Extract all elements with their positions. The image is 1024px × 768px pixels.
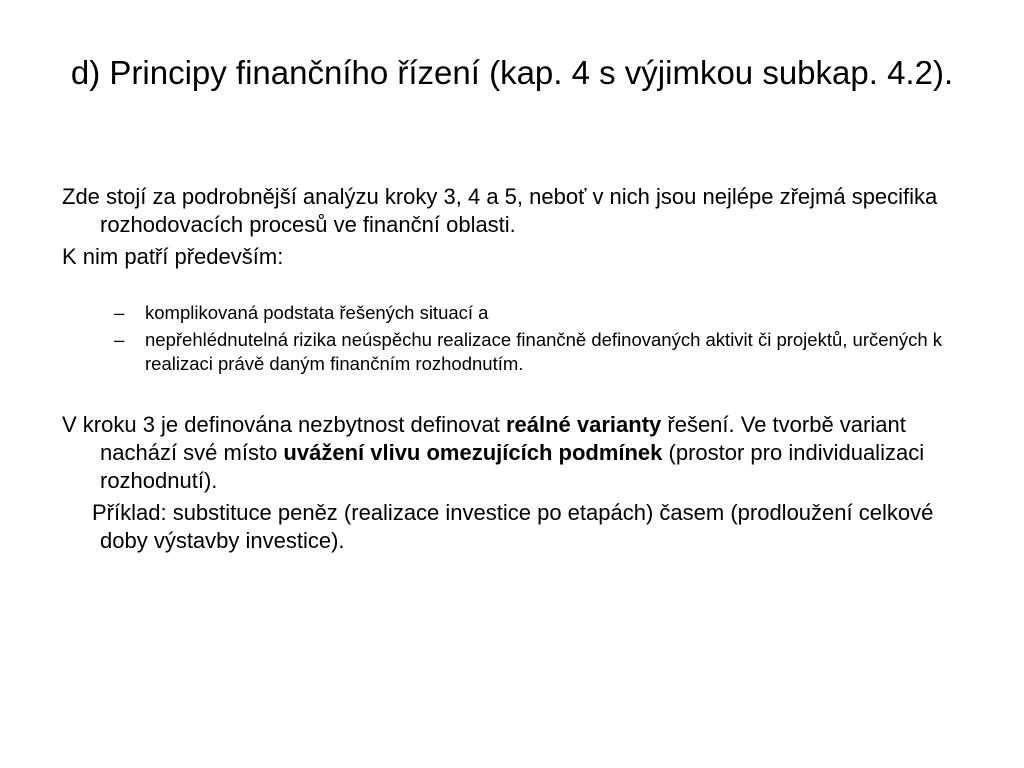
list-item-text: komplikovaná podstata řešených situací a xyxy=(145,302,489,323)
sub-bullet-list xyxy=(62,301,982,376)
dash-bullet: – xyxy=(114,302,125,323)
slide-body xyxy=(62,183,982,555)
dash-bullet: – xyxy=(114,329,125,350)
paragraph-variants xyxy=(62,411,982,495)
paragraph-example: Příklad: substituce peněz (realizace investice po etapách) časem (prodloužení celkové doby výstavby investice). xyxy=(92,500,934,553)
text-span: (prostor pro individualizaci rozhodnutí). xyxy=(100,440,925,493)
bold-text: uvážení vlivu omezujících podmínek xyxy=(283,440,663,465)
bold-text: reálné varianty xyxy=(505,412,662,437)
text-span: řešení. Ve tvorbě variant nachází své místo xyxy=(100,412,906,465)
paragraph-list-intro: K nim patří především: xyxy=(62,244,284,269)
list-item-text: nepřehlédnutelná rizika neúspěchu realizace finančně definovaných aktivit či projektů, určených k realizaci právě daným finančním rozhodnutím. xyxy=(145,329,942,374)
list-item xyxy=(114,301,982,325)
slide-title: d) Principy finančního řízení (kap. 4 s výjimkou subkap. 4.2). xyxy=(70,54,954,91)
text-span: V kroku 3 je definována nezbytnost definovat xyxy=(62,412,506,437)
list-item xyxy=(114,328,982,376)
paragraph-intro: Zde stojí za podrobnější analýzu kroky 3, 4 a 5, neboť v nich jsou nejlépe zřejmá specifika rozhodovacích procesů ve finanční oblasti. xyxy=(62,184,938,237)
